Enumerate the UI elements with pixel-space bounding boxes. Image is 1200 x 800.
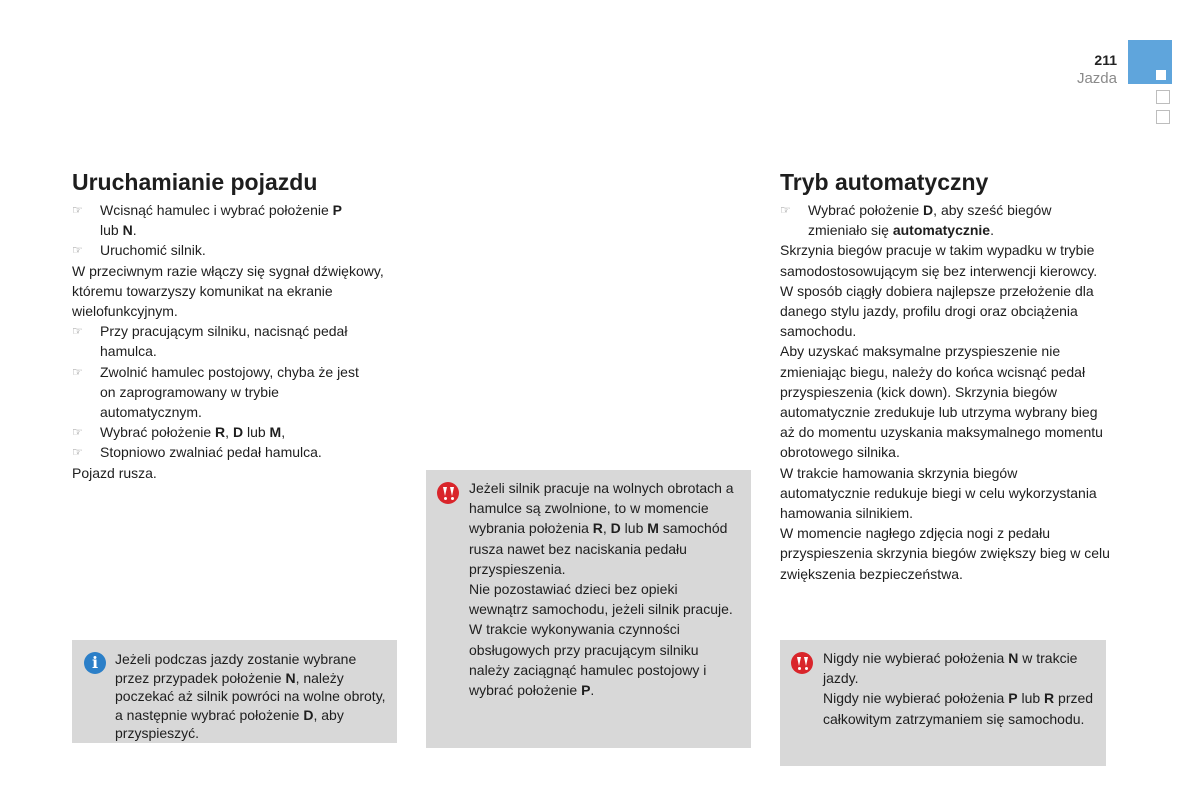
page-number: 211 bbox=[1094, 52, 1117, 68]
step-2: ☞ Uruchomić silnik. bbox=[72, 240, 402, 260]
section-title-start: Uruchamianie pojazdu bbox=[72, 169, 318, 195]
step-4: ☞ Zwolnić hamulec postojowy, chyba że jest on zaprogramowany w trybie automatycznym. bbox=[72, 363, 359, 421]
info-icon: i bbox=[84, 652, 106, 674]
paragraph: Aby uzyskać maksymalne przyspieszenie nie zmieniając biegu, należy do końca wcisnąć pedał przyspieszenia (kick down). Skrzynia biegów automatycznie zredukuje lub utrzyma wybrany bieg aż do momentu uzyskania maksymalnego momentu obrotowego silnika. bbox=[780, 343, 1103, 461]
chapter-tab bbox=[1156, 90, 1170, 104]
double-exclamation-icon bbox=[437, 482, 459, 504]
hand-pointer-icon: ☞ bbox=[72, 203, 83, 217]
warning-box-right bbox=[780, 640, 1106, 766]
step-automatic: ☞ Wybrać położenie D, aby sześć biegów zmieniało się automatycznie. bbox=[780, 202, 1052, 239]
info-text: Jeżeli podczas jazdy zostanie wybrane przez przypadek położenie N, należy poczekać aż silnik powróci na wolne obroty, a następnie wybrać położenie D, aby przyspieszyć. bbox=[115, 651, 386, 741]
paragraph: W momencie nagłego zdjęcia nogi z pedału przyspieszenia skrzynia biegów zwiększy bieg w celu zwiększenia bezpieczeństwa. bbox=[780, 525, 1110, 582]
warning-text: W trakcie wykonywania czynności obsługowych przy pracującym silniku należy zaciągnąć hamulec postojowy i wybrać położenie P. bbox=[469, 621, 707, 699]
warning-text: Jeżeli silnik pracuje na wolnych obrotach a hamulce są zwolnione, to w momencie wybrania położenia R, D lub M samochód rusza nawet bez naciskania pedału przyspieszenia. bbox=[469, 480, 734, 577]
hand-pointer-icon: ☞ bbox=[72, 364, 83, 379]
hand-pointer-icon: ☞ bbox=[72, 243, 83, 258]
paragraph: Pojazd rusza. bbox=[72, 464, 157, 481]
step-5: ☞ Wybrać położenie R, D lub M, bbox=[72, 422, 402, 442]
warning-text: Nie pozostawiać dzieci bez opieki wewnątrz samochodu, jeżeli silnik pracuje. bbox=[469, 581, 733, 618]
paragraph: W przeciwnym razie włączy się sygnał dźwiękowy, któremu towarzyszy komunikat na ekranie wielofunkcyjnym. bbox=[72, 262, 384, 320]
hand-pointer-icon: ☞ bbox=[72, 425, 83, 440]
chapter-tab bbox=[1156, 110, 1170, 124]
warning-box-middle bbox=[426, 470, 751, 748]
paragraph: Skrzynia biegów pracuje w takim wypadku w trybie samodostosowującym się bez interwencji kierowcy. W sposób ciągły dobiera najlepsze przełożenie dla danego stylu jazdy, profilu drogi oraz obciążenia samochodu. bbox=[780, 242, 1098, 340]
hand-pointer-icon: ☞ bbox=[72, 324, 83, 339]
info-box bbox=[72, 640, 397, 743]
section-name: Jazda bbox=[1076, 70, 1117, 87]
step-3: ☞ Przy pracującym silniku, nacisnąć pedał hamulca. bbox=[72, 323, 348, 360]
warning-text: Nigdy nie wybierać położenia N w trakcie jazdy. bbox=[823, 650, 1078, 687]
chapter-tabs bbox=[1128, 40, 1172, 124]
left-column bbox=[72, 168, 402, 483]
warning-text: Nigdy nie wybierać położenia P lub R przed całkowitym zatrzymaniem się samochodu. bbox=[823, 690, 1094, 727]
step-1: ☞ Wcisnąć hamulec i wybrać położenie P lub N. bbox=[72, 202, 342, 239]
chapter-tab-active bbox=[1128, 40, 1172, 84]
paragraph: W trakcie hamowania skrzynia biegów automatycznie redukuje biegi w celu wykorzystania hamowania silnikiem. bbox=[780, 464, 1097, 522]
double-exclamation-icon bbox=[791, 652, 813, 674]
right-column bbox=[780, 168, 1110, 584]
section-title-automatic: Tryb automatyczny bbox=[780, 169, 989, 195]
hand-pointer-icon: ☞ bbox=[780, 203, 791, 217]
hand-pointer-icon: ☞ bbox=[72, 445, 83, 460]
step-6: ☞ Stopniowo zwalniać pedał hamulca. bbox=[72, 442, 402, 462]
